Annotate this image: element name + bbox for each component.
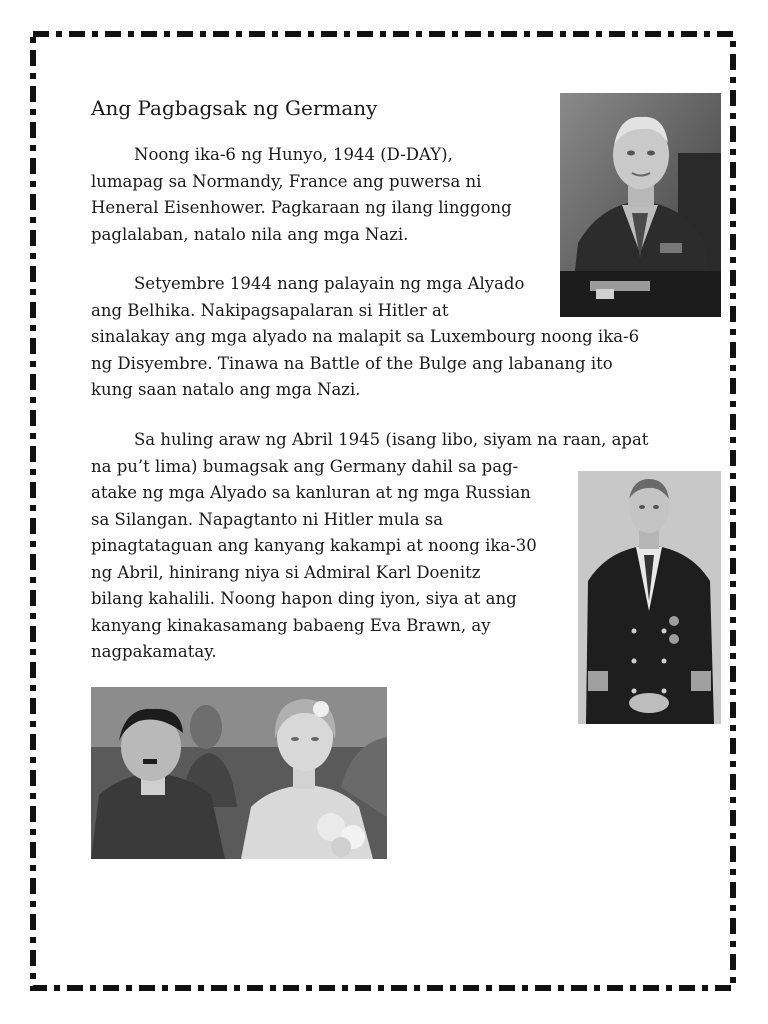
text-line: lumapag sa Normandy, France ang puwersa ni bbox=[91, 171, 482, 191]
text-line: Heneral Eisenhower. Pagkaraan ng ilang linggong bbox=[91, 198, 512, 217]
text-line: Sa huling araw ng Abril 1945 (isang libo, siyam na raan, apat bbox=[134, 430, 649, 449]
text-line: ng Abril, hinirang niya si Admiral Karl Doenitz bbox=[91, 562, 481, 582]
text-line: paglalaban, natalo nila ang mga Nazi. bbox=[91, 224, 409, 244]
portrait-admiral-image bbox=[578, 471, 721, 724]
text-line: pinagtataguan ang kanyang kakampi at noong ika-30 bbox=[91, 536, 537, 555]
text-line: sinalakay ang mga alyado na malapit sa Luxembourg noong ika-6 bbox=[91, 327, 640, 346]
text-line: kung saan natalo ang mga Nazi. bbox=[91, 380, 361, 399]
couple-seated-image bbox=[91, 687, 387, 859]
document-title: Ang Pagbagsak ng Germany bbox=[91, 96, 378, 120]
photo-eisenhower bbox=[560, 93, 721, 317]
photo-doenitz bbox=[578, 471, 721, 724]
text-line: sa Silangan. Napagtanto ni Hitler mula sa bbox=[91, 509, 444, 529]
text-line: bilang kahalili. Noong hapon ding iyon, siya at ang bbox=[91, 589, 517, 608]
text-line: atake ng mga Alyado sa kanluran at ng mga Russian bbox=[91, 483, 531, 502]
portrait-general-image bbox=[560, 93, 721, 317]
paragraph-2 bbox=[91, 271, 639, 404]
text-line: Setyembre 1944 nang palayain ng mga Alyado bbox=[134, 274, 525, 293]
text-line: nagpakamatay. bbox=[91, 642, 217, 661]
paragraph-1 bbox=[91, 142, 512, 248]
text-line: kanyang kinakasamang babaeng Eva Brawn, ay bbox=[91, 615, 491, 635]
paragraph-3 bbox=[91, 427, 648, 666]
text-line: ang Belhika. Nakipagsapalaran si Hitler at bbox=[91, 300, 449, 320]
text-line: Noong ika-6 ng Hunyo, 1944 (D-DAY), bbox=[134, 145, 453, 164]
text-line: ng Disyembre. Tinawa na Battle of the Bulge ang labanang ito bbox=[91, 353, 613, 373]
text-line: na pu’t lima) bumagsak ang Germany dahil sa pag- bbox=[91, 456, 519, 476]
photo-hitler-braun bbox=[91, 687, 387, 859]
